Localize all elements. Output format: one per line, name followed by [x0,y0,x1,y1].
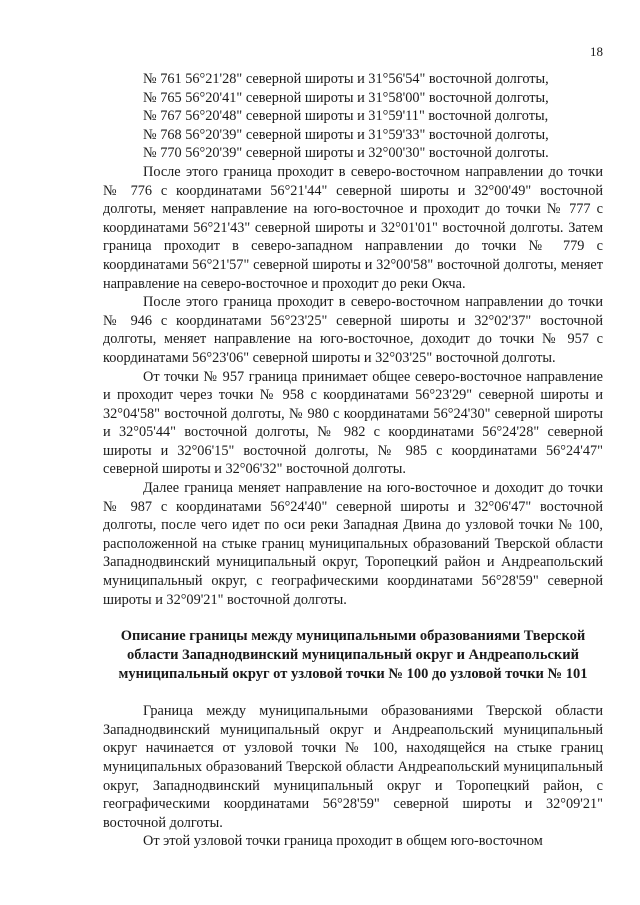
body-paragraph: После этого граница проходит в северо-восточном направлении до точки № 776 с координатами 56°21'44" северной широты и 32°00'49" восточной долготы, меняет направление на юго-восточное и проходит до точки № 777 с координатами 56°21'43" северной широты и 32°01'01" восточной долготы. Затем граница проходит в северо-западном направлении до точки № 779 с координатами 56°21'57" северной широты и 32°00'58" восточной долготы, меняет направление на северо-восточное и проходит до реки Окча. [103,163,603,292]
body-paragraph: После этого граница проходит в северо-восточном направлении до точки № 946 с координатами 56°23'25" северной широты и 32°02'37" восточной долготы, меняет направление на юго-восточное, доходит до точки № 957 с координатами 56°23'06" северной широты и 32°03'25" восточной долготы. [103,294,603,366]
coordinate-line: № 770 56°20'39" северной широты и 32°00'30" восточной долготы. [143,145,549,162]
body-paragraph: Граница между муниципальными образованиями Тверской области Западнодвинский муниципальный округ и Андреапольский муниципальный округ начинается от узловой точки № 100, находящейся на стыке границ муниципальных образований Тверской области Андреапольский муниципальный округ, Западнодвинский муниципальный округ и Торопецкий район, с географическими координатами 56°28'59" северной широты и 32°09'21" восточной долготы. [103,703,603,831]
coordinate-line: № 765 56°20'41" северной широты и 31°58'00" восточной долготы, [143,89,549,106]
page-number: 18 [590,44,603,59]
body-paragraph: От этой узловой точки граница проходит в общем юго-восточном [143,833,543,850]
coordinate-line: № 767 56°20'48" северной широты и 31°59'11" восточной долготы, [143,108,549,125]
coordinate-line: № 761 56°21'28" северной широты и 31°56'54" восточной долготы, [143,71,549,87]
coordinate-line: № 768 56°20'39" северной широты и 31°59'33" восточной долготы, [143,126,549,143]
body-paragraph: От точки № 957 граница принимает общее северо-восточное направление и проходит через точки № 958 с координатами 56°23'29" северной широты и 32°04'58" восточной долготы, № 980 с координатами 56°24'30" северной широты и 32°05'44" восточной долготы, № 982 с координатами 56°24'28" северной широты и 32°06'15" восточной долготы, № 985 с координатами 56°24'47" северной широты и 32°06'32" восточной долготы. [103,368,603,478]
document-body [103,70,603,851]
section-heading: Описание границы между муниципальными образованиями Тверской области Западнодвинский муниципальный округ и Андреапольский муниципальный округ от узловой точки № 100 до узловой точки № 101 [118,628,588,683]
body-paragraph: Далее граница меняет направление на юго-восточное и доходит до точки № 987 с координатами 56°24'40" северной широты и 32°06'47" восточной долготы, после чего идет по оси реки Западная Двина до узловой точки № 100, расположенной на стыке границ муниципальных образований Тверской области Западнодвинский муниципальный округ, Торопецкий район и Андреапольский муниципальный округ, с географическими координатами 56°28'59" северной широты и 32°09'21" восточной долготы. [103,480,603,608]
